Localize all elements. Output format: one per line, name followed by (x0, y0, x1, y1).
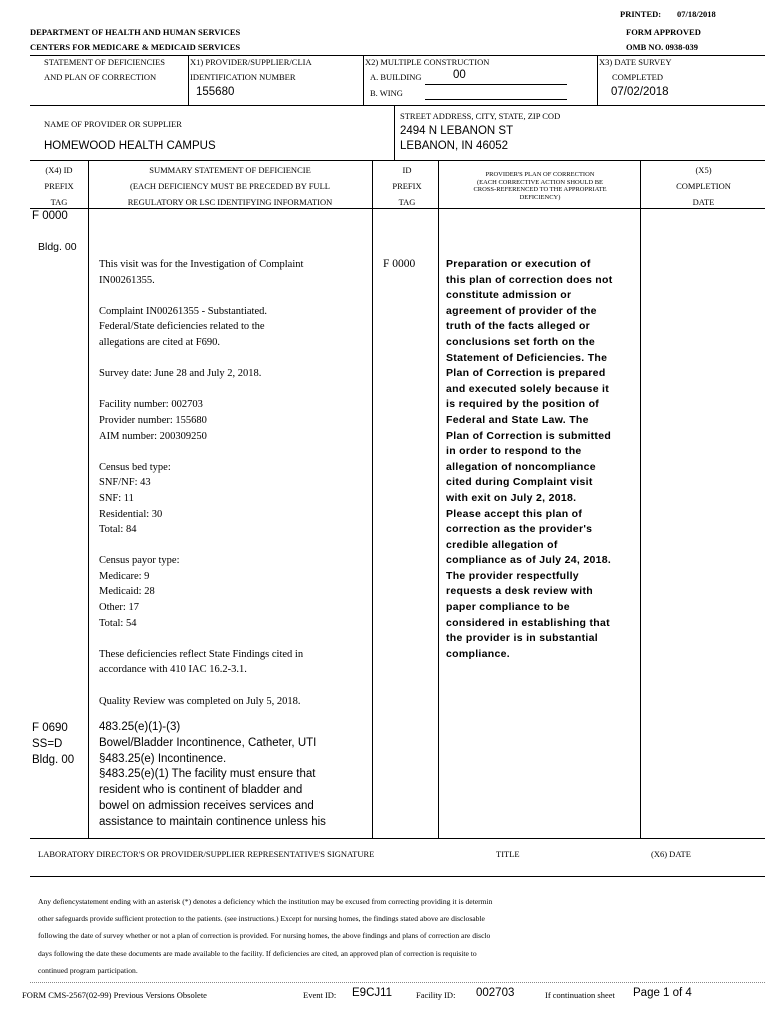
plan-line: requests a desk review with (446, 585, 593, 598)
x1-label-2: IDENTIFICATION NUMBER (190, 72, 296, 82)
x3-label: X3) DATE SURVEY (599, 57, 672, 67)
address-line-2: LEBANON, IN 46052 (400, 140, 509, 152)
rule (30, 876, 765, 877)
building-underline (425, 84, 567, 85)
plan-of-correction (446, 257, 638, 662)
plan-line: Federal and State Law. The (446, 413, 589, 426)
provider-label: NAME OF PROVIDER OR SUPPLIER (44, 119, 182, 129)
signature-label: LABORATORY DIRECTOR'S OR PROVIDER/SUPPLIER REPRESENTATIVE'S SIGNATURE (38, 849, 375, 859)
building-label: A. BUILDING (370, 72, 422, 82)
disclaimer-line: other safeguards provide sufficient protection to the patients. (see instructions.) Except for nursing homes, the findings stated above are disclosable (38, 914, 485, 924)
plan-line: considered in establishing that (446, 616, 610, 629)
summary-line: These deficiencies reflect State Findings cited in (99, 648, 304, 660)
facility-id: 002703 (476, 987, 515, 999)
summary-line: Medicaid: 28 (99, 586, 155, 598)
footer-form: FORM CMS-2567(02-99) Previous Versions Obsolete (22, 990, 207, 1000)
x2-label: X2) MULTIPLE CONSTRUCTION (365, 57, 490, 67)
summary-line: Census payor type: (99, 555, 180, 567)
address-label: STREET ADDRESS, CITY, STATE, ZIP COD (400, 111, 561, 121)
footer-rule (30, 982, 765, 983)
summary-line: Other: 17 (99, 602, 139, 614)
plan-line: Statement of Deficiencies. The (446, 351, 608, 364)
f0690-line: 483.25(e)(1)-(3) (99, 721, 181, 733)
statement-label: STATEMENT OF DEFICIENCIES (44, 57, 166, 67)
rule (30, 55, 765, 56)
plan-line: compliance as of July 24, 2018. (446, 554, 612, 567)
rule (30, 208, 765, 209)
page-number: Page 1 of 4 (633, 987, 692, 999)
plan-line: conclusions set forth on the (446, 335, 595, 348)
summary-line (99, 538, 369, 554)
rule (88, 160, 89, 838)
x4-header: (X4) ID (45, 165, 73, 175)
summary-line: SNF/NF: 43 (99, 477, 151, 489)
plan-line: Plan of Correction is submitted (446, 429, 612, 442)
f0690-statement (99, 720, 371, 831)
summary-line: Residential: 30 (99, 508, 163, 520)
plan-line: cited during Complaint visit (446, 476, 593, 489)
plan-line: Plan of Correction is prepared (446, 367, 606, 380)
summary-line (99, 444, 369, 460)
tag-f0690-scope: SS=D (32, 738, 63, 750)
address-line-1: 2494 N LEBANON ST (400, 125, 514, 137)
plan-line: truth of the facts alleged or (446, 320, 591, 333)
rule (363, 55, 364, 105)
plan-line: in order to respond to the (446, 445, 582, 458)
plan-line: compliance. (446, 647, 510, 660)
plan-line: Preparation or execution of (446, 258, 591, 270)
omb-number: OMB NO. 0938-039 (626, 42, 699, 52)
rule (394, 105, 395, 160)
summary-line: allegations are cited at F690. (99, 336, 221, 348)
summary-line: Total: 84 (99, 524, 137, 536)
statement-label-2: AND PLAN OF CORRECTION (44, 72, 157, 82)
summary-line: Complaint IN00261355 - Substantiated. (99, 305, 267, 317)
summary-statement (99, 257, 369, 709)
plan-line: correction as the provider's (446, 523, 593, 536)
continuation-label: If continuation sheet (545, 990, 615, 1000)
summary-line: IN00261355. (99, 274, 155, 286)
x4-header-3: TAG (50, 197, 68, 207)
summary-line (99, 631, 369, 647)
summary-line (99, 288, 369, 304)
plan-header (440, 171, 640, 201)
rule (30, 105, 765, 106)
x5-header-3: DATE (692, 197, 715, 207)
centers-title: CENTERS FOR MEDICARE & MEDICAID SERVICES (30, 42, 241, 52)
plan-line: The provider respectfully (446, 569, 579, 582)
wing-label: B. WING (370, 88, 403, 98)
bldg-label: Bldg. 00 (38, 241, 77, 253)
plan-line: the provider is in substantial (446, 632, 598, 645)
x3-label-2: COMPLETED (612, 72, 663, 82)
summary-line: Federal/State deficiencies related to the (99, 321, 265, 333)
plan-header-4: DEFICIENCY) (519, 193, 561, 201)
summary-header: SUMMARY STATEMENT OF DEFICIENCIE (149, 165, 311, 175)
tag-f0690 (32, 720, 87, 768)
summary-line: Provider number: 155680 (99, 414, 207, 426)
disclaimer-line: following the date of survey whether or not a plan of correction is provided. For nursing homes, the above findings and plans of correction are disclo (38, 931, 491, 941)
disclaimer-line: continued program participation. (38, 965, 138, 975)
id-header-2: PREFIX (392, 181, 422, 191)
provider-name: HOMEWOOD HEALTH CAMPUS (44, 140, 216, 152)
rule (438, 160, 439, 838)
form-approved: FORM APPROVED (626, 27, 701, 37)
summary-line: accordance with 410 IAC 16.2-3.1. (99, 664, 247, 676)
f0690-line: §483.25(e)(1) The facility must ensure that (99, 768, 316, 781)
summary-line: SNF: 11 (99, 492, 134, 504)
survey-date-value: 07/02/2018 (611, 86, 669, 98)
wing-underline (425, 99, 567, 100)
summary-line: Facility number: 002703 (99, 399, 203, 411)
summary-line (99, 351, 369, 367)
summary-line: Quality Review was completed on July 5, 2018. (99, 695, 301, 707)
rule (188, 55, 189, 105)
rule (640, 160, 641, 838)
summary-line: AIM number: 200309250 (99, 430, 207, 442)
building-value: 00 (453, 69, 466, 81)
f0690-line: §483.25(e) Incontinence. (99, 752, 227, 765)
provider-id-value: 155680 (196, 86, 235, 98)
summary-line: Survey date: June 28 and July 2, 2018. (99, 368, 262, 380)
id-prefix-f0000: F 0000 (383, 258, 416, 270)
disclaimer-line: Any defiencystatement ending with an asterisk (*) denotes a deficiency which the institution may be excused from correcting providing it is determin (38, 897, 493, 906)
rule (30, 838, 765, 839)
plan-line: paper compliance to be (446, 601, 570, 614)
plan-line: and executed solely because it (446, 382, 610, 395)
id-header-3: TAG (398, 197, 416, 207)
plan-line: allegation of noncompliance (446, 460, 596, 473)
plan-line: constitute admission or (446, 289, 572, 302)
summary-line: Census bed type: (99, 461, 171, 473)
x6-date-label: (X6) DATE (651, 849, 691, 859)
plan-header-1: PROVIDER'S PLAN OF CORRECTION (485, 171, 595, 178)
summary-line: This visit was for the Investigation of Complaint (99, 259, 304, 270)
summary-line (99, 382, 369, 398)
x4-header-2: PREFIX (44, 181, 74, 191)
rule (372, 160, 373, 838)
summary-line: Medicare: 9 (99, 570, 150, 582)
plan-line: Please accept this plan of (446, 507, 583, 520)
x5-header: (X5) (695, 165, 712, 175)
plan-header-3: CROSS-REFERENCED TO THE APPROPRIATE (473, 186, 607, 193)
x5-header-2: COMPLETION (676, 181, 731, 191)
event-label: Event ID: (303, 990, 337, 1000)
summary-line: Total: 54 (99, 617, 137, 629)
disclaimer-line: days following the date these documents are made available to the facility. If deficiencies are cited, an approved plan of correction is requisite to (38, 948, 477, 958)
summary-line (99, 678, 369, 694)
printed-label: PRINTED: (620, 9, 662, 19)
plan-header-2: (EACH CORRECTIVE ACTION SHOULD BE (476, 178, 604, 186)
tag-f0690-bldg: Bldg. 00 (32, 754, 75, 766)
facility-label: Facility ID: (416, 990, 456, 1000)
rule (597, 55, 598, 105)
id-header: ID (402, 165, 412, 175)
plan-line: credible allegation of (446, 538, 558, 551)
title-label: TITLE (496, 849, 520, 859)
f0690-line: bowel on admission receives services and (99, 799, 314, 812)
summary-header-3: REGULATORY OR LSC IDENTIFYING INFORMATION (127, 197, 333, 207)
f0690-line: Bowel/Bladder Incontinence, Catheter, UTI (99, 736, 317, 749)
x1-label: X1) PROVIDER/SUPPLIER/CLIA (190, 57, 312, 67)
printed-date: 07/18/2018 (677, 9, 716, 19)
f0690-line: resident who is continent of bladder and (99, 784, 303, 797)
event-id: E9CJ11 (352, 987, 393, 999)
department-title: DEPARTMENT OF HEALTH AND HUMAN SERVICES (30, 27, 241, 37)
rule (30, 160, 765, 161)
tag-f0690-id: F 0690 (32, 722, 68, 734)
f0690-line: assistance to maintain continence unless his (99, 815, 326, 828)
tag-f0000: F 0000 (32, 210, 68, 222)
summary-header-2: (EACH DEFICIENCY MUST BE PRECEDED BY FULL (130, 181, 330, 191)
disclaimer (38, 893, 768, 979)
plan-line: agreement of provider of the (446, 304, 597, 317)
plan-line: this plan of correction does not (446, 273, 613, 286)
plan-line: is required by the position of (446, 398, 600, 411)
plan-line: with exit on July 2, 2018. (446, 491, 577, 504)
